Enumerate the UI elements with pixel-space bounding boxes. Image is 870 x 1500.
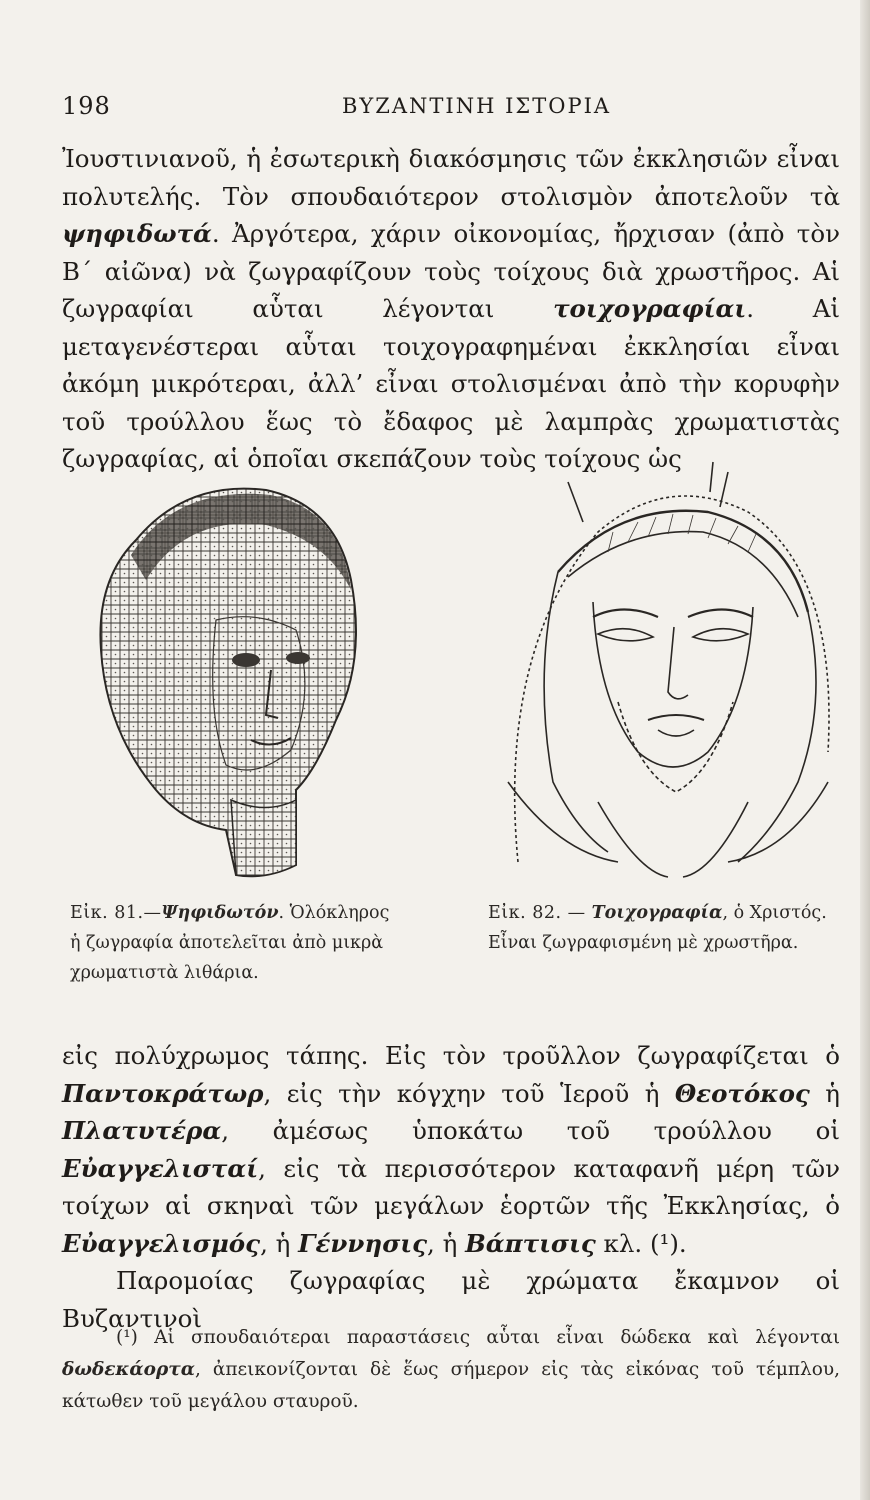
emphasized-term: Παντοκράτωρ bbox=[62, 1078, 264, 1108]
emphasized-term: Γέννησις bbox=[298, 1228, 428, 1258]
emphasized-term: τοιχογραφίαι bbox=[553, 294, 747, 323]
emphasized-term: Θεοτόκος bbox=[674, 1078, 810, 1108]
text-segment: εἰς πολύχρωμος τάπης. Εἰς τὸν τροῦλλον ζωγραφίζεται ὁ bbox=[62, 1041, 840, 1070]
page-edge-shadow bbox=[860, 0, 870, 1500]
bottom-paragraph bbox=[62, 1037, 840, 1337]
figure-82-fresco-illustration bbox=[498, 452, 844, 882]
emphasized-term: Εὐαγγελισμός bbox=[62, 1228, 261, 1258]
emphasized-term: Εὐαγγελισταί bbox=[62, 1153, 259, 1183]
text-segment: . Ἀργότερα, χάριν οἰκονομίας, ἤρχισαν (ἀπὸ τὸν Β΄ αἰῶνα) νὰ ζωγραφίζουν τοὺς τοίχους διὰ χρωστῆρος. Αἱ ζωγραφίαι αὗται λέγονται bbox=[62, 219, 840, 323]
footnote-term: δωδεκάορτα bbox=[62, 1359, 195, 1380]
text-segment: κλ. (¹). bbox=[595, 1228, 687, 1258]
text-segment: . Αἱ μεταγενέστεραι αὗται τοιχογραφημέναι ἐκκλησίαι εἶναι ἀκόμη μικρότεραι, ἀλλ’ εἶναι στολισμέναι ἀπὸ τὴν κορυφὴν τοῦ τρούλλου ἕως τὸ ἔδαφος μὲ λαμπρὰς χρωματιστὰς ζωγραφίας, αἱ ὁποῖαι σκεπάζουν τοὺς τοίχους ὡς bbox=[62, 294, 840, 473]
figure-82-label: Εἰκ. 82. — bbox=[488, 903, 592, 923]
text-segment: Ἰουστινιανοῦ, ἡ ἐσωτερικὴ διακόσμησις τῶν ἐκκλησιῶν εἶναι πολυτελής. Τὸν σπουδαιότερον στολισμὸν ἀποτελοῦν τὰ bbox=[62, 144, 840, 211]
figure-81-label: Εἰκ. 81.— bbox=[70, 903, 162, 923]
emphasized-term: ψηφιδωτά bbox=[62, 219, 212, 248]
text-segment: , εἰς τὰ περισσότερον καταφανῆ μέρη τῶν τοίχων αἱ σκηναὶ τῶν μεγάλων ἑορτῶν τῆς Ἐκκλησίας, ὁ bbox=[62, 1153, 840, 1220]
figure-82-text: , ὁ Χριστός. Εἶναι ζωγραφισμένη μὲ χρωστῆρα. bbox=[488, 903, 827, 953]
running-title: ΒΥΖΑΝΤΙΝΗ ΙΣΤΟΡΙΑ bbox=[342, 94, 612, 118]
second-paragraph: Παρομοίας ζωγραφίας μὲ χρώματα ἔκαμνον οἱ Βυζαντινοὶ bbox=[62, 1266, 840, 1333]
footnote bbox=[62, 1322, 840, 1418]
emphasized-term: Βάπτισις bbox=[465, 1228, 596, 1258]
text-segment: , ἡ bbox=[427, 1228, 466, 1258]
text-segment: , ἡ bbox=[260, 1228, 299, 1258]
figure-82-caption bbox=[488, 898, 844, 958]
footnote-text: , ἀπεικονίζονται δὲ ἕως σήμερον εἰς τὰς εἰκόνας τοῦ τέμπλου, κάτωθεν τοῦ μεγάλου σταυροῦ. bbox=[62, 1359, 840, 1412]
page-header bbox=[62, 92, 840, 126]
emphasized-term: Πλατυτέρα bbox=[62, 1116, 222, 1145]
text-segment: , εἰς τὴν κόγχην τοῦ Ἱεροῦ ἡ bbox=[263, 1078, 675, 1108]
text-segment: ἡ bbox=[809, 1078, 840, 1108]
figure-82-title: Τοιχογραφία bbox=[591, 903, 723, 923]
figure-81-mosaic-illustration bbox=[66, 470, 396, 885]
text-segment: , ἀμέσως ὑποκάτω τοῦ τρούλλου οἱ bbox=[221, 1116, 840, 1145]
figure-81-text: . Ὁλόκληρος ἡ ζωγραφία ἀποτελεῖται ἀπὸ μικρὰ χρωματιστὰ λιθάρια. bbox=[70, 903, 390, 983]
page-number: 198 bbox=[62, 92, 111, 120]
figure-81-caption bbox=[70, 898, 400, 988]
figure-81-title: Ψηφιδωτόν bbox=[161, 903, 279, 923]
footnote-text: (¹) Αἱ σπουδαιότεραι παραστάσεις αὗται εἶναι δώδεκα καὶ λέγονται bbox=[116, 1327, 840, 1348]
top-paragraph bbox=[62, 140, 840, 478]
